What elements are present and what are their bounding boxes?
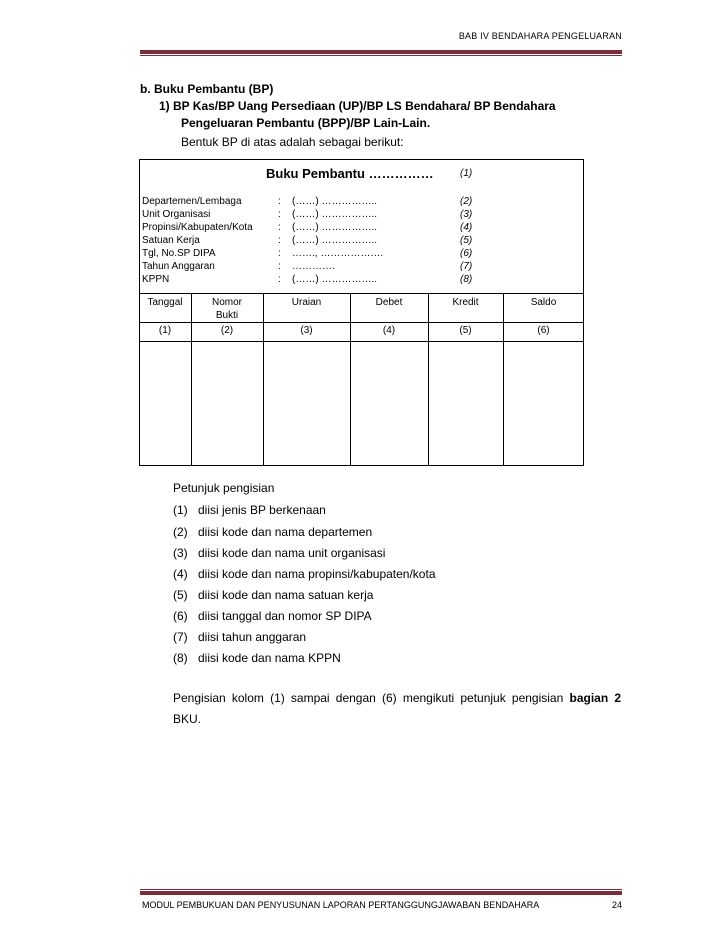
field-number: (7): [460, 261, 473, 272]
closing-paragraph: [173, 688, 621, 730]
field-value: (……) ……………..: [292, 196, 377, 207]
petunjuk-number: (5): [173, 588, 188, 602]
column-number: (4): [382, 325, 396, 336]
field-label: Satuan Kerja: [142, 235, 200, 246]
column-number: (3): [300, 325, 313, 336]
field-colon: :: [278, 222, 281, 233]
column-divider: [428, 293, 429, 466]
header-rule-thin: [140, 55, 622, 56]
table-header-divider: [139, 322, 584, 323]
page-number: 24: [611, 900, 622, 910]
column-header-tanggal: Tanggal: [147, 297, 183, 308]
column-number: (6): [537, 325, 550, 336]
subsection-heading-line2: Pengeluaran Pembantu (BPP)/BP Lain-Lain.: [181, 116, 431, 130]
column-divider: [350, 293, 351, 466]
field-label: Tgl, No.SP DIPA: [142, 248, 216, 259]
field-label: Propinsi/Kabupaten/Kota: [142, 222, 253, 233]
field-number: (6): [460, 248, 473, 259]
column-divider: [503, 293, 504, 466]
field-number: (5): [460, 235, 473, 246]
petunjuk-number: (2): [173, 525, 188, 539]
petunjuk-number: (3): [173, 546, 188, 560]
petunjuk-text: diisi kode dan nama departemen: [198, 525, 373, 539]
field-number: (4): [460, 222, 473, 233]
column-header-debet: Debet: [375, 297, 403, 308]
table-top-border: [139, 293, 584, 294]
field-number: (3): [460, 209, 473, 220]
petunjuk-text: diisi kode dan nama propinsi/kabupaten/kota: [198, 567, 436, 581]
petunjuk-number: (4): [173, 567, 188, 581]
field-value: (……) ……………..: [292, 209, 377, 220]
petunjuk-text: diisi tanggal dan nomor SP DIPA: [198, 609, 372, 623]
field-number: (2): [460, 196, 473, 207]
field-colon: :: [278, 248, 281, 259]
petunjuk-title: Petunjuk pengisian: [173, 481, 275, 495]
column-header-nomor: Nomor: [211, 297, 242, 308]
field-number: (8): [460, 274, 473, 285]
column-header-saldo: Saldo: [530, 297, 557, 308]
intro-text: Bentuk BP di atas adalah sebagai berikut:: [181, 135, 404, 149]
field-colon: :: [278, 209, 281, 220]
footer-rule: [140, 891, 622, 895]
field-label: KPPN: [142, 274, 170, 285]
field-value: (……) ……………..: [292, 274, 377, 285]
field-colon: :: [278, 235, 281, 246]
closing-bold-ref: bagian 2: [569, 691, 622, 705]
column-divider: [263, 293, 264, 466]
closing-text: Pengisian kolom (1) sampai dengan (6) mengikuti petunjuk pengisian: [173, 691, 564, 705]
footer-module-title: MODUL PEMBUKUAN DAN PENYUSUNAN LAPORAN PERTANGGUNGJAWABAN BENDAHARA: [142, 900, 540, 910]
chapter-header: BAB IV BENDAHARA PENGELUARAN: [458, 31, 622, 41]
field-label: Tahun Anggaran: [142, 261, 215, 272]
petunjuk-number: (8): [173, 651, 188, 665]
field-label: Unit Organisasi: [142, 209, 211, 220]
petunjuk-number: (1): [173, 503, 188, 517]
subsection-heading-line1: 1) BP Kas/BP Uang Persediaan (UP)/BP LS Bendahara/ BP Bendahara: [159, 99, 556, 113]
field-label: Departemen/Lembaga: [142, 196, 242, 207]
column-number: (2): [220, 325, 234, 336]
header-rule: [140, 50, 622, 54]
petunjuk-text: diisi tahun anggaran: [198, 630, 307, 644]
field-value: ……., ……………….: [292, 248, 384, 259]
field-value: (……) ……………..: [292, 222, 377, 233]
petunjuk-text: diisi kode dan nama satuan kerja: [198, 588, 374, 602]
form-title: Buku Pembantu ……………: [266, 166, 434, 181]
column-header-bukti: Bukti: [215, 310, 239, 321]
column-header-kredit: Kredit: [452, 297, 479, 308]
petunjuk-text: diisi kode dan nama unit organisasi: [198, 546, 386, 560]
closing-text-end: BKU.: [173, 712, 202, 726]
field-value: (……) ……………..: [292, 235, 377, 246]
petunjuk-text: diisi jenis BP berkenaan: [198, 503, 326, 517]
field-value: ………….: [292, 261, 335, 272]
field-colon: :: [278, 261, 281, 272]
column-number: (1): [158, 325, 172, 336]
petunjuk-number: (6): [173, 609, 188, 623]
petunjuk-number: (7): [173, 630, 188, 644]
section-heading: b. Buku Pembantu (BP): [140, 82, 274, 96]
table-number-divider: [139, 341, 584, 342]
footer-rule-thin: [140, 889, 622, 890]
petunjuk-text: diisi kode dan nama KPPN: [198, 651, 341, 665]
field-colon: :: [278, 274, 281, 285]
field-colon: :: [278, 196, 281, 207]
column-number: (5): [459, 325, 472, 336]
form-title-number: (1): [460, 168, 473, 179]
column-header-uraian: Uraian: [291, 297, 322, 308]
